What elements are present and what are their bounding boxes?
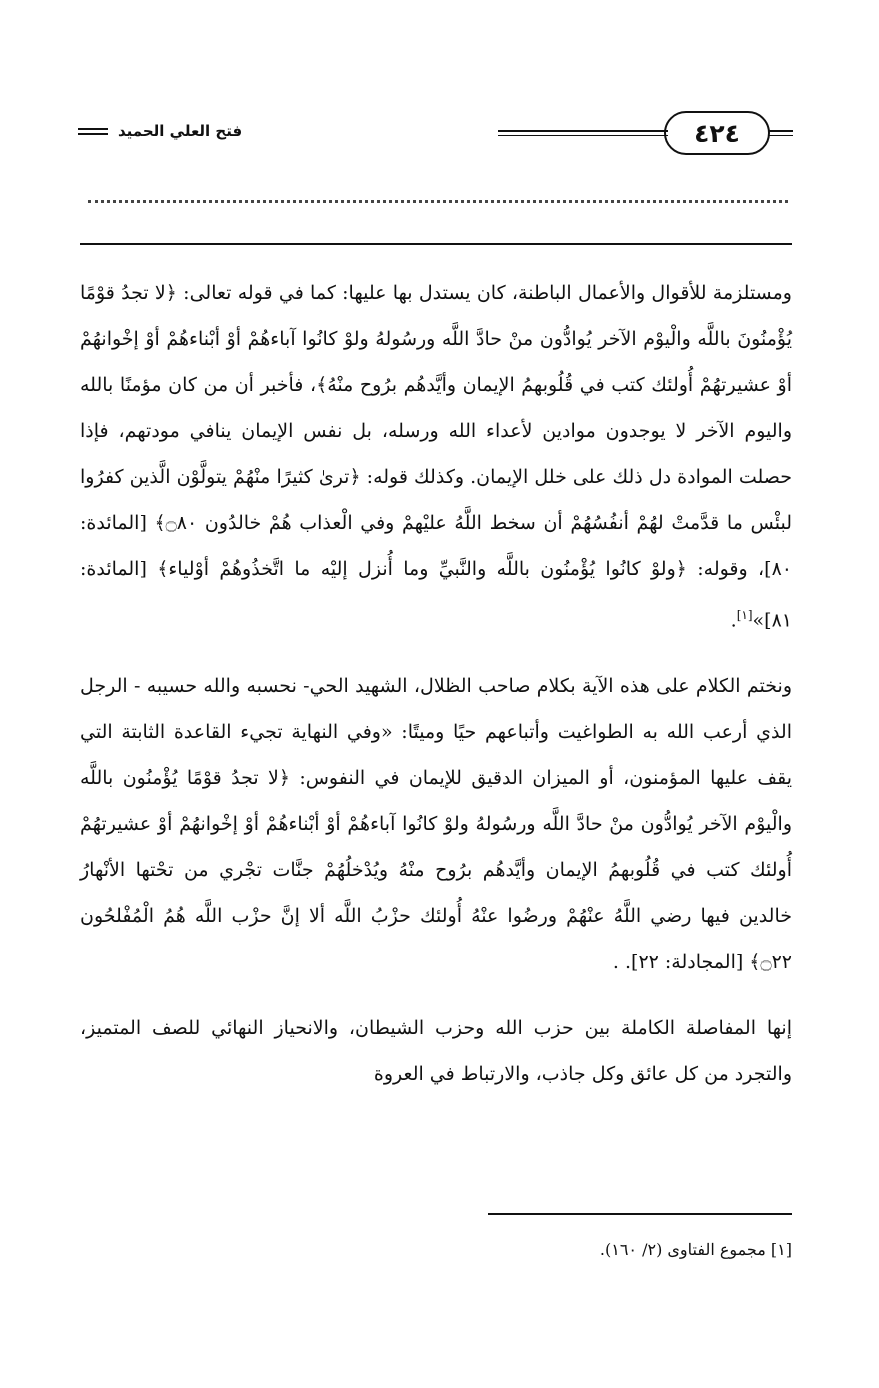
- running-header: [78, 108, 793, 158]
- quran-quote-mujadila: ﴿لا تجدُ قوْمًا يُؤْمنُونَ باللَّه والْيوْم الآخر يُوادُّون منْ حادَّ اللَّه ورسُولهُ ولوْ كانُوا آباءهُمْ أوْ أبْناءهُمْ أوْ إخْوانهُمْ أوْ عشيرتهُمْ أُولئك كتب في قُلُوبهمُ الإيمان وأيَّدهُم برُوح منْهُ﴾،: [80, 282, 792, 396]
- footnote-rule: [488, 1213, 792, 1215]
- paragraph-3: إنها المفاصلة الكاملة بين حزب الله وحزب الشيطان، والانحياز النهائي للصف المتميز، والتجرد من كل عائق وكل جاذب، والارتباط في العروة: [80, 1017, 792, 1086]
- header-double-dash: [78, 128, 108, 138]
- book-title: فتح العلي الحميد: [118, 122, 243, 140]
- main-text: [80, 270, 792, 1097]
- top-rule: [80, 243, 792, 245]
- footnote-ref[interactable]: [١]: [736, 608, 753, 622]
- header-double-rule: [498, 130, 668, 139]
- paragraph-1-explanation: فأخبر أن من كان مؤمنًا بالله واليوم الآخر لا يوجدون موادين لأعداء الله ورسله، بل نفس الإيمان ينافي مودتهم، فإذا حصلت الموادة دل ذلك على خلل الإيمان.: [80, 374, 792, 488]
- paragraph-1-intro: ومستلزمة للأقوال والأعمال الباطنة، كان يستدل بها عليها: كما في قوله تعالى:: [176, 282, 792, 304]
- header-double-rule-right: [768, 130, 793, 139]
- paragraph-2: [80, 663, 792, 985]
- paragraph-2-intro: ونختم الكلام على هذه الآية بكلام صاحب الظلال، الشهيد الحي- نحسبه والله حسيبه - الرجل الذي أرعب الله به الطواغيت وأتباعهم حيًا وميتًا: «وفي النهاية تجيء القاعدة الثابتة التي يقف عليها المؤمنون، أو الميزان الدقيق للإيمان في النفوس:: [80, 675, 792, 790]
- quran-quote-full: ﴿لا تجدُ قوْمًا يُؤْمنُون باللَّه والْيوْم الآخر يُوادُّون منْ حادَّ اللَّه ورسُولهُ ولوْ كانُوا آباءهُمْ أوْ أبْناءهُمْ أوْ إخْوانهُمْ أوْ عشيرتهُمْ أُولئك كتب في قُلُوبهمُ الإيمان وأيَّدهُم برُوح منْهُ ويُدْخلُهُمْ جنَّات تجْري من تحْتها الأنْهارُ خالدين فيها رضي اللَّهُ عنْهُمْ ورضُوا عنْهُ أُولئك حزْبُ اللَّه ألا إنَّ حزْب اللَّه هُمُ الْمُفْلحُون ۝٢٢﴾: [80, 767, 792, 974]
- surah-reference: [المجادلة: ٢٢]. .: [612, 951, 744, 974]
- paragraph-1-end: .: [730, 609, 737, 632]
- dotted-separator: [88, 200, 788, 203]
- paragraph-1-maida-quotes: وكذلك قوله: ﴿ترىٰ كثيرًا منْهُمْ يتولَّوْن الَّذين كفرُوا لبئْس ما قدَّمتْ لهُمْ أنفُسُهُمْ أن سخط اللَّهُ عليْهمْ وفي الْعذاب هُمْ خالدُون ۝٨٠﴾ [المائدة: ٨٠]، وقوله: ﴿ولوْ كانُوا يُؤْمنُون باللَّه والنَّبيِّ وما أُنزل إليْه ما اتَّخذُوهُمْ أوْلياء﴾ [المائدة: ٨١]»: [80, 466, 793, 632]
- footnote: [١] مجموع الفتاوى (٢/ ١٦٠).: [599, 1240, 792, 1259]
- page-number-badge: ٤٢٤: [664, 111, 770, 155]
- paragraph-1: [80, 270, 792, 643]
